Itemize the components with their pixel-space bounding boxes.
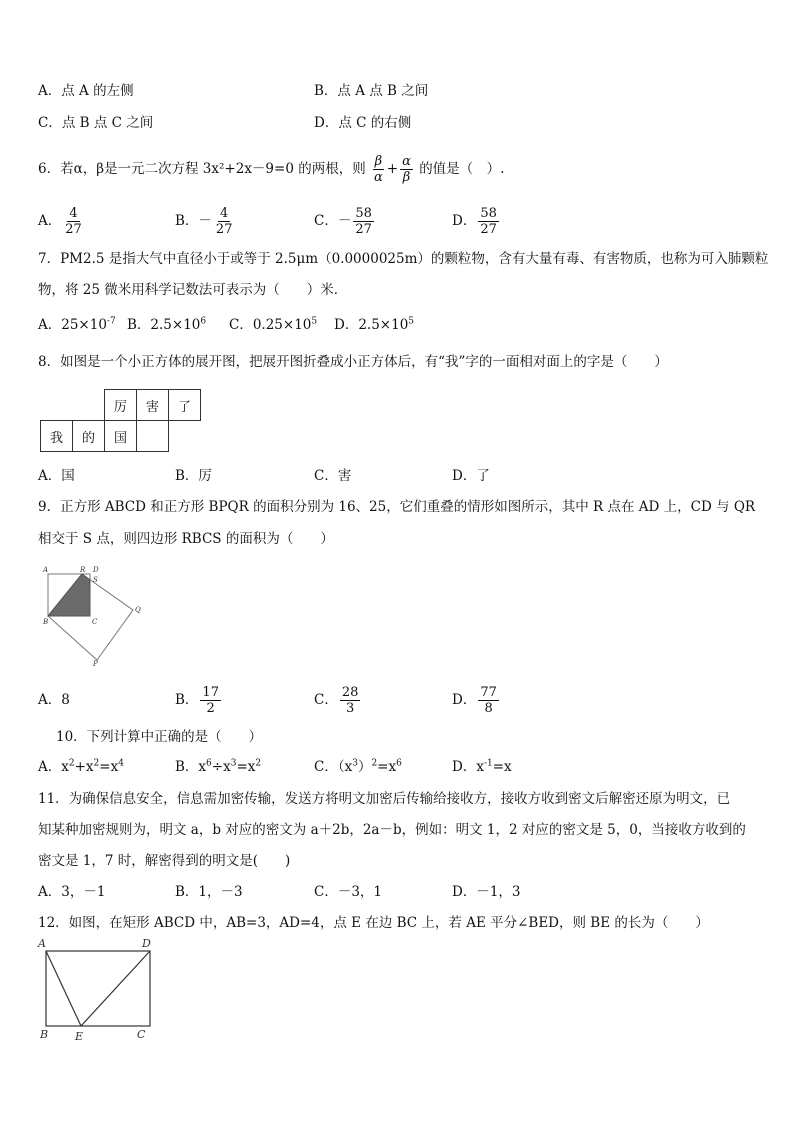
label-c: C: [92, 618, 98, 626]
q11-line-3: 密文是 1，7 时，解密得到的明文是( ): [38, 853, 291, 869]
q8-option-b: B．厉: [175, 468, 212, 484]
q6-option-a-label: A．: [38, 213, 62, 229]
net-cell-le: 了: [169, 390, 201, 421]
q9-option-c-den: 3: [345, 701, 355, 716]
label-p: P: [93, 660, 98, 668]
q9-option-b-num: 17: [202, 685, 219, 700]
q6-frac-beta-alpha: [372, 154, 385, 185]
q11-option-a: A．3，－1: [38, 884, 106, 900]
q9-line-1: 9．正方形 ABCD 和正方形 BPQR 的面积分别为 16、25，它们重叠的情形如图所示，其中 R 点在 AD 上，CD 与 QR: [38, 499, 756, 515]
label-q: Q: [135, 606, 141, 614]
q6-option-a-den: 27: [65, 222, 82, 237]
q8-stem: 8．如图是一个小正方体的展开图，把展开图折叠成小正方体后，有“我”字的一面相对面上的字是（ ）: [38, 354, 668, 370]
q6-option-b-label: B．: [175, 213, 199, 229]
segment-ed: [81, 951, 150, 1026]
q7-option-d-exp: 5: [408, 316, 415, 327]
rectangle-abcd: [46, 951, 150, 1026]
q6-option-d-den: 27: [480, 222, 497, 237]
q6-option-c-label: C．: [314, 213, 338, 229]
q9-option-d-label: D．: [452, 692, 477, 708]
q9-option-b: [175, 682, 223, 718]
q10-option-b: B．$x^6\div x^3=x^2$: [175, 758, 262, 775]
q6-plus: +: [386, 161, 399, 177]
q5-option-b: B．点 A 点 B 之间: [314, 83, 429, 99]
q7-option-b-exp: 6: [200, 316, 207, 327]
q8-option-c: C．害: [314, 468, 352, 484]
q6-frac1-den: α: [374, 170, 383, 185]
q12-figure: [36, 935, 166, 1045]
q12-stem: 12．如图，在矩形 ABCD 中，AB=3，AD=4，点 E 在边 BC 上，若 AE 平分∠BED，则 BE 的长为（ ）: [38, 915, 709, 931]
q5-option-c: C．点 B 点 C 之间: [38, 115, 154, 131]
q10-option-c: C．$(x^3)^2=x^6$: [314, 758, 402, 775]
label-b: B: [40, 1028, 49, 1041]
q7-option-c-exp: 5: [311, 316, 318, 327]
net-cell-li: 厉: [105, 390, 137, 421]
q6-frac2-num: α: [402, 154, 411, 169]
q10-stem: 10．下列计算中正确的是（ ）: [56, 729, 263, 745]
q9-option-d-den: 8: [484, 701, 493, 716]
net-cell-de: 的: [73, 421, 105, 452]
q6-option-d-num: 58: [480, 206, 497, 221]
q6-option-b: [175, 203, 236, 239]
q5-option-a: A．点 A 的左侧: [38, 83, 134, 99]
shaded-rbcs: [48, 574, 90, 616]
q8-cube-net: [40, 389, 201, 452]
q9-option-d-num: 77: [480, 685, 497, 700]
q7-option-a-label: A．25×10: [38, 317, 107, 333]
q9-line-2: 相交于 S 点，则四边形 RBCS 的面积为（ ）: [38, 531, 334, 547]
label-a: A: [43, 566, 49, 574]
net-cell-wo: 我: [41, 421, 73, 452]
q6-stem: [38, 150, 504, 188]
segment-ae: [46, 951, 81, 1026]
q6-option-b-sign: －: [198, 213, 212, 229]
q6-option-b-num: 4: [220, 206, 229, 221]
q6-option-a: [38, 203, 86, 239]
q7-option-b-label: B．2.5×10: [127, 317, 201, 333]
q11-line-1: 11．为确保信息安全，信息需加密传输，发送方将明文加密后传输给接收方，接收方收到密文后解密还原为明文，已: [38, 791, 731, 807]
net-cell-guo: 国: [105, 421, 137, 452]
q6-stem-b: 的值是（ ）.: [419, 161, 505, 177]
label-c: C: [137, 1028, 146, 1041]
q6-option-d-label: D．: [452, 213, 477, 229]
q8-option-a: A．国: [38, 468, 75, 484]
q9-option-b-label: B．: [175, 692, 199, 708]
q8-option-d: D．了: [452, 468, 490, 484]
q7-line-2: 物，将 25 微米用科学记数法可表示为（ ）米．: [38, 282, 348, 298]
q9-option-c-label: C．: [314, 692, 338, 708]
q7-line-1: 7．PM2.5 是指大气中直径小于或等于 2.5μm（0.0000025m）的颗粒物，含有大量有毒、有害物质，也称为可入肺颗粒: [38, 251, 769, 267]
q9-option-b-den: 2: [206, 701, 215, 716]
q10-option-a: A．$x^2+x^2=x^4$: [38, 758, 124, 775]
q6-frac2-den: β: [402, 170, 411, 185]
q9-option-a: A．8: [38, 692, 70, 708]
q7-option-c-label: C．0.25×10: [229, 317, 312, 333]
q7-option-d: [334, 315, 414, 335]
q7-option-d-label: D．2.5×10: [334, 317, 409, 333]
q5-option-d: D．点 C 的右侧: [314, 115, 412, 131]
label-r: R: [80, 566, 86, 574]
q6-option-a-num: 4: [69, 206, 78, 221]
q11-line-2: 知某种加密规则为，明文 a，b 对应的密文为 a＋2b，2a－b，例如：明文 1，2 对应的密文是 5，0，当接收方收到的: [38, 822, 746, 838]
label-e: E: [75, 1030, 84, 1043]
q6-stem-a: 6．若α，β是一元二次方程 3x²+2x－9=0 的两根，则: [38, 161, 366, 177]
q7-option-c: [229, 315, 317, 335]
q9-option-c-num: 28: [341, 685, 359, 700]
q9-option-c: [314, 682, 362, 718]
label-a: A: [38, 937, 46, 950]
q6-option-b-den: 27: [215, 222, 233, 237]
q6-frac1-num: β: [374, 154, 383, 169]
q7-option-b: [127, 315, 206, 335]
label-b: B: [43, 618, 49, 626]
q6-frac-alpha-beta: [400, 154, 413, 185]
q7-option-a-exp: -7: [106, 316, 116, 327]
q11-option-d: D．－1，3: [452, 884, 521, 900]
net-cell-hai: 害: [137, 390, 169, 421]
q6-option-d: [452, 203, 501, 239]
q6-option-c: [314, 203, 376, 239]
q6-option-c-num: 58: [355, 206, 372, 221]
label-d: D: [93, 566, 99, 574]
q7-option-a: [38, 315, 116, 335]
q11-option-c: C．－3，1: [314, 884, 383, 900]
q6-option-c-den: 27: [355, 222, 372, 237]
q11-option-b: B．1，－3: [175, 884, 243, 900]
q9-figure: [38, 562, 158, 672]
q9-option-d: [452, 682, 501, 718]
label-d: D: [142, 937, 151, 950]
label-s: S: [93, 576, 98, 584]
q6-option-c-sign: －: [337, 213, 352, 229]
q10-option-d: D．$x^{-1}=x$: [452, 758, 512, 775]
